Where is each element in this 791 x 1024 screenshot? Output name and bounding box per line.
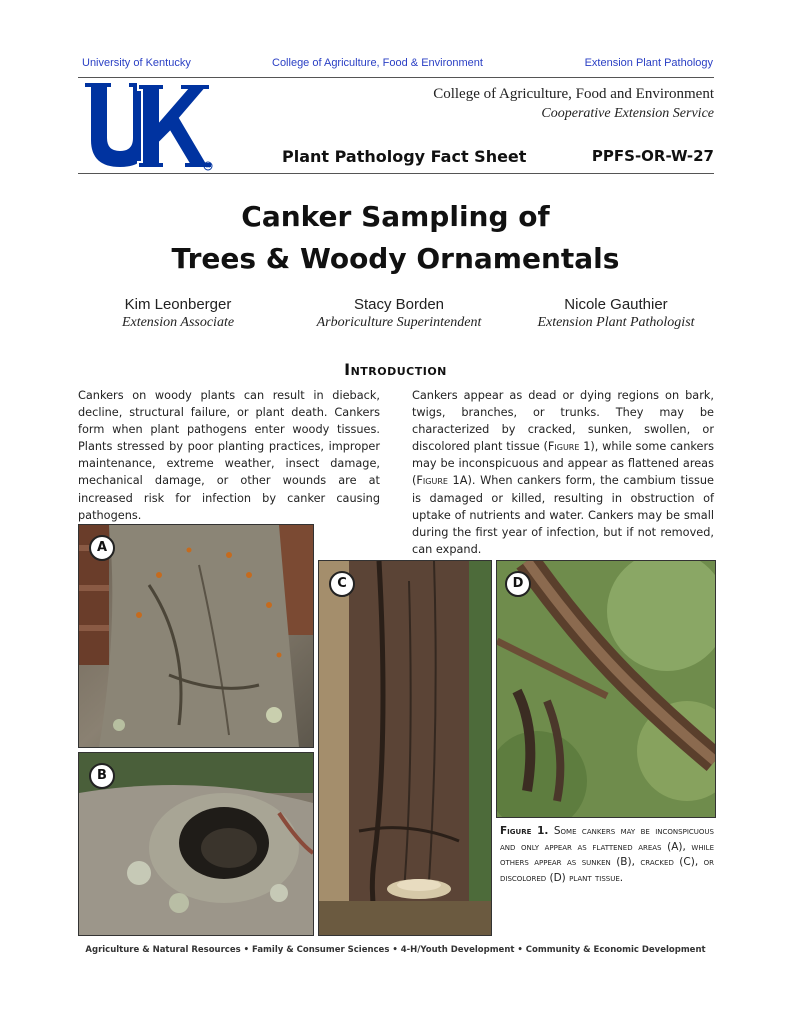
- photo-c-cracked-canker: [318, 560, 492, 936]
- college-name: College of Agriculture, Food and Environment: [433, 86, 714, 102]
- caption-label: Figure 1.: [500, 825, 549, 837]
- author-2: [289, 296, 509, 331]
- figure-label-d: D: [505, 571, 531, 597]
- author-name: Kim Leonberger: [124, 296, 232, 313]
- photo-a-flattened-canker: [78, 524, 314, 748]
- intro-text: ). When cankers form, the cambium tissue is damaged or killed, resulting in obstruction of uptake of nutrients and water. Cankers may be small during the first year of infection, but if not removed, can expand.: [412, 474, 714, 556]
- university-link[interactable]: University of Kentucky: [82, 57, 191, 69]
- header-rule-bottom: [78, 173, 714, 174]
- figure-label-c: C: [329, 571, 355, 597]
- intro-column-2: [412, 387, 714, 558]
- footer-program-areas: Agriculture & Natural Resources • Family & Consumer Sciences • 4-H/Youth Development • Community & Economic Development: [85, 945, 706, 955]
- uk-logo: [82, 80, 214, 172]
- figure-label-b: B: [89, 763, 115, 789]
- title-line-2: Trees & Woody Ornamentals: [171, 242, 620, 275]
- photo-d-discolored-canker: [496, 560, 716, 818]
- figure-caption: [500, 824, 714, 886]
- title-line-1: Canker Sampling of: [241, 200, 550, 233]
- extension-link[interactable]: Extension Plant Pathology: [584, 57, 713, 69]
- figure-ref: Figure 1A: [416, 474, 468, 488]
- figure-label-a: A: [89, 535, 115, 561]
- svg-text:R: R: [206, 164, 210, 170]
- service-name: Cooperative Extension Service: [541, 106, 714, 121]
- publication-code: PPFS-OR-W-27: [591, 147, 714, 165]
- author-1: [68, 296, 288, 331]
- caption-text: Some cankers may be inconspicuous and only appear as flattened areas (A), while others appear as sunken (B), cracked (C), or discolored (D) plant tissue.: [500, 825, 714, 884]
- introduction-heading: Introduction: [344, 360, 447, 379]
- author-role: Extension Plant Pathologist: [537, 315, 695, 330]
- author-name: Nicole Gauthier: [564, 296, 668, 313]
- intro-text: ), while some cankers may be inconspicuous and appear as flattened areas (: [412, 440, 714, 488]
- author-role: Extension Associate: [121, 315, 235, 330]
- author-role: Arboriculture Superintendent: [316, 315, 482, 330]
- fact-sheet-label: Plant Pathology Fact Sheet: [282, 147, 527, 166]
- author-name: Stacy Borden: [353, 296, 445, 313]
- intro-text: Cankers appear as dead or dying regions on bark, twigs, branches, or trunks. They may be characterized by cracked, sunken, swollen, or discolored plant tissue (: [412, 389, 714, 454]
- author-3: [506, 296, 726, 331]
- college-link[interactable]: College of Agriculture, Food & Environment: [272, 57, 483, 69]
- figure-ref: Figure 1: [547, 440, 591, 454]
- photo-b-sunken-canker: [78, 752, 314, 936]
- intro-column-1: Cankers on woody plants can result in dieback, decline, structural failure, or plant death. Cankers form when plant pathogens enter woody tissues. Plants stressed by poor planting practices, improper maintenance, extreme weather, insect damage, mechanical damage, or other wounds are at increased risk for infection by canker causing pathogens.: [78, 389, 380, 522]
- header-rule-top: [78, 77, 714, 78]
